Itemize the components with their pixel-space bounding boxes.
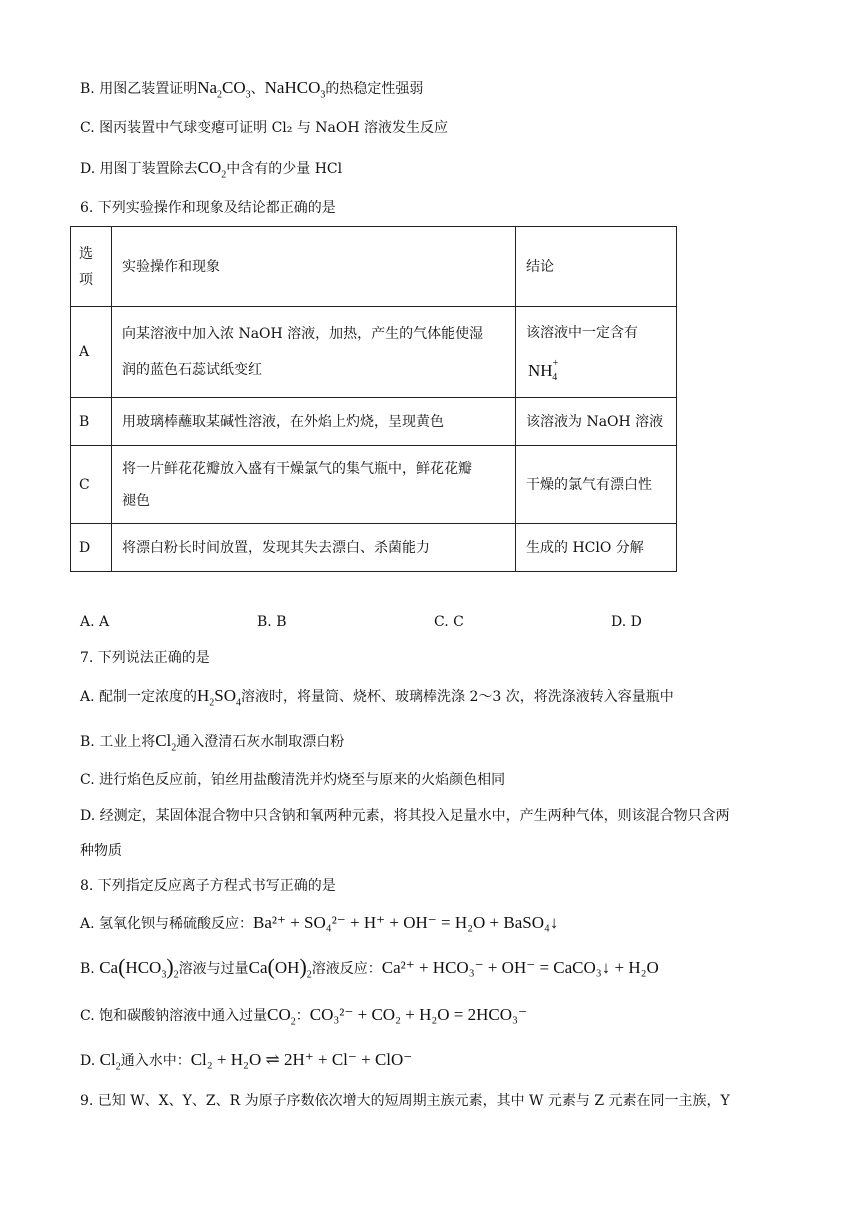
table-header-row (71, 227, 677, 307)
table-row (71, 524, 677, 572)
table-row (71, 307, 677, 398)
q7-a-suffix: 溶液时，将量筒、烧杯、玻璃棒洗涤 2～3 次，将洗涤液转入容量瓶中 (241, 689, 674, 705)
q7-option-a (80, 686, 674, 707)
formula-na2co3: $Na_2CO_3$ (197, 78, 251, 101)
row-conclusion: 干燥的氯气有漂白性 (516, 446, 677, 524)
q8-b-mid2: 溶液反应： (311, 961, 382, 977)
table-row (71, 398, 677, 446)
separator: ： (295, 1008, 310, 1024)
equation-a: Ba²⁺ + SO₄²⁻ + H⁺ + OH⁻ = H₂O + BaSO₄↓ (253, 913, 559, 932)
equation-c: CO₃²⁻ + CO₂ + H₂O = 2HCO₃⁻ (309, 1005, 527, 1024)
q5-option-d (80, 158, 342, 179)
formula-h2so4: $H_2SO_4$ (197, 686, 242, 709)
q6-choice-d: D. D (611, 614, 642, 630)
q6-choice-c: C. C (434, 614, 464, 630)
separator: 、 (250, 81, 265, 97)
row-conclusion: 该溶液为 NaOH 溶液 (516, 398, 677, 446)
equation-d: Cl₂ + H₂O ⇌ 2H⁺ + Cl⁻ + ClO⁻ (190, 1050, 413, 1069)
q6-stem: 6. 下列实验操作和现象及结论都正确的是 (80, 200, 336, 216)
row-option: A (71, 307, 112, 398)
row-operation: 将一片鲜花花瓣放入盛有干燥氯气的集气瓶中，鲜花花瓣 褪色 (112, 446, 516, 524)
q5-option-c: C. 图丙装置中气球变瘪可证明 Cl₂ 与 NaOH 溶液发生反应 (80, 120, 448, 136)
row-conclusion: 该溶液中一定含有 $NH^+_4$ (516, 307, 677, 398)
formula-cl2: $Cl_2$ (99, 1050, 121, 1073)
q7-option-d-line2: 种物质 (80, 843, 122, 859)
q5-b-suffix: 的热稳定性强弱 (325, 81, 424, 97)
row-operation: 向某溶液中加入浓 NaOH 溶液，加热，产生的气体能使湿 润的蓝色石蕊试纸变红 (112, 307, 516, 398)
q5-d-prefix: D. 用图丁装置除去 (80, 161, 198, 177)
q8-b-prefix: B. (80, 961, 95, 977)
row-option: C (71, 446, 112, 524)
q7-option-b (80, 731, 344, 752)
q7-option-c: C. 进行焰色反应前，铂丝用盐酸清洗并灼烧至与原来的火焰颜色相同 (80, 772, 506, 788)
q8-option-d (80, 1050, 412, 1071)
table-row (71, 446, 677, 524)
q8-b-mid1: 溶液与过量 (178, 961, 249, 977)
formula-ca-oh-2: $Ca(OH)_2$ (248, 954, 312, 981)
q8-option-c (80, 1005, 527, 1026)
row-operation: 将漂白粉长时间放置，发现其失去漂白、杀菌能力 (112, 524, 516, 572)
q6-table (70, 226, 677, 572)
q7-a-prefix: A. 配制一定浓度的 (80, 689, 198, 705)
row-option: D (71, 524, 112, 572)
q8-c-prefix: C. 饱和碳酸钠溶液中通入过量 (80, 1008, 268, 1024)
q5-b-prefix: B. 用图乙装置证明 (80, 81, 198, 97)
row-operation: 用玻璃棒蘸取某碱性溶液，在外焰上灼烧，呈现黄色 (112, 398, 516, 446)
row-conclusion: 生成的 HClO 分解 (516, 524, 677, 572)
header-operation: 实验操作和现象 (112, 227, 516, 307)
equation-b: Ca²⁺ + HCO₃⁻ + OH⁻ = CaCO₃↓ + H₂O (381, 958, 659, 977)
q7-b-prefix: B. 工业上将 (80, 734, 156, 750)
q7-stem: 7. 下列说法正确的是 (80, 650, 210, 666)
q6-choice-b: B. B (257, 614, 287, 630)
q8-d-mid: 通入水中： (120, 1053, 191, 1069)
q5-option-b (80, 78, 423, 99)
formula-cl2: $Cl_2$ (155, 731, 177, 754)
q8-stem: 8. 下列指定反应离子方程式书写正确的是 (80, 878, 336, 894)
header-conclusion: 结论 (516, 227, 677, 307)
q7-option-d-line1: D. 经测定，某固体混合物中只含钠和氧两种元素，将其投入足量水中，产生两种气体，则该混合物只含两 (80, 808, 730, 824)
q9-stem: 9. 已知 W、X、Y、Z、R 为原子序数依次增大的短周期主族元素，其中 W 元素与 Z 元素在同一主族，Y (80, 1093, 730, 1109)
q8-a-prefix: A. 氢氧化钡与稀硫酸反应： (80, 916, 254, 932)
formula-ca-hco3-2: $Ca(HCO_3)_2$ (99, 954, 179, 981)
formula-nahco3: NaHCO$_3$ (264, 78, 326, 101)
q8-option-a (80, 913, 558, 934)
q8-d-prefix: D. (80, 1053, 96, 1069)
q8-option-b (80, 954, 659, 981)
q5-d-suffix: 中含有的少量 HCl (226, 161, 343, 177)
q6-choice-a: A. A (80, 614, 110, 630)
row-option: B (71, 398, 112, 446)
ion-nh4: $NH^+_4$ (528, 358, 559, 384)
header-option: 选 项 (71, 227, 112, 307)
formula-co2: $CO_2$ (197, 158, 227, 181)
q7-b-suffix: 通入澄清石灰水制取漂白粉 (176, 734, 345, 750)
formula-co2: $CO_2$ (267, 1005, 296, 1028)
